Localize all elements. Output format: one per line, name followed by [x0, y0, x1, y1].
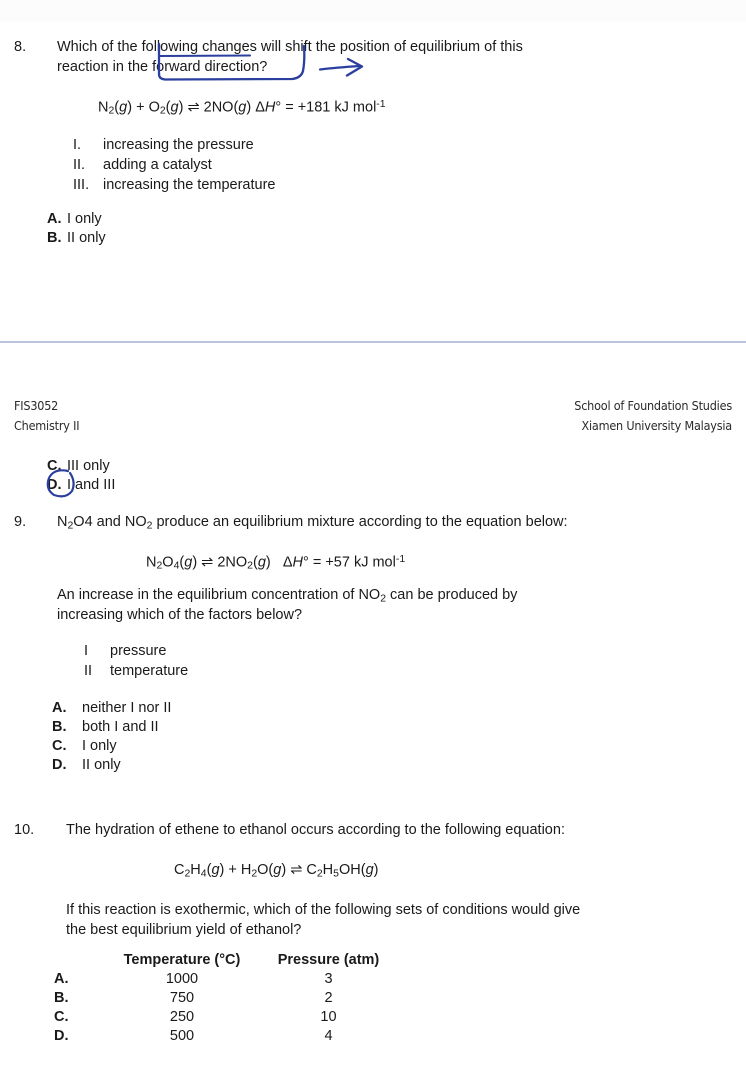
question-10-stem: The hydration of ethene to ethanol occurs according to the following equation:	[66, 822, 565, 838]
option-text: III only	[67, 458, 110, 474]
table-header-row	[54, 951, 391, 970]
option-text: I only	[67, 211, 102, 227]
question-8-stem-line1: Which of the following changes will shift the position of equilibrium of this	[57, 39, 523, 55]
roman-item	[84, 661, 188, 681]
page-top-margin	[0, 0, 746, 22]
option-d[interactable]	[47, 476, 115, 495]
roman-text: pressure	[110, 643, 167, 659]
option-text: I and III	[67, 477, 116, 493]
roman-text: increasing the temperature	[103, 177, 276, 193]
question-9-number: 9.	[14, 514, 27, 530]
table-row[interactable]	[54, 1008, 391, 1027]
option-d[interactable]	[52, 756, 171, 775]
roman-text: increasing the pressure	[103, 137, 254, 153]
option-b[interactable]	[47, 229, 106, 248]
question-9-prompt-line1: An increase in the equilibrium concentration of $NO_2$ can be produced by	[57, 587, 518, 605]
table-row[interactable]	[54, 989, 391, 1008]
option-letter: C.	[47, 458, 62, 474]
question-10-prompt-line2: the best equilibrium yield of ethanol?	[66, 922, 302, 938]
option-letter: B.	[52, 719, 67, 735]
question-10-number: 10.	[14, 822, 35, 838]
roman-label: I	[84, 643, 89, 659]
question-9-roman-list	[84, 641, 188, 681]
roman-label: II.	[73, 157, 86, 173]
row-pressure: 2	[324, 990, 333, 1006]
roman-item	[73, 155, 276, 175]
row-pressure: 4	[324, 1028, 333, 1044]
question-8-equation: $N_2(g) + O_2(g)$ ⇌ 2NO(g) ΔH° = +181 kJ mol$^{-1}$	[98, 99, 386, 117]
option-text: both I and II	[82, 719, 159, 735]
option-letter: A.	[52, 700, 67, 716]
table-row[interactable]	[54, 970, 391, 989]
option-text: neither I nor II	[82, 700, 172, 716]
roman-item	[73, 175, 276, 195]
question-10-equation: $C_2H_4(g) + H_2O(g)$ ⇌ $C_2H_5OH(g)$	[174, 862, 379, 880]
option-letter: B.	[47, 230, 62, 246]
table-row[interactable]	[54, 1027, 391, 1046]
question-8-options-top	[47, 210, 106, 248]
question-9-equation: $N_2O_4(g)$ ⇌ $2NO_2(g) \Delta H^\circ = +57$ kJ mol$^{-1}$	[146, 554, 406, 572]
option-c[interactable]	[47, 457, 115, 476]
question-8-number: 8.	[14, 39, 27, 55]
question-8-options-bottom	[47, 457, 115, 495]
roman-label: I.	[73, 137, 82, 153]
option-c[interactable]	[52, 737, 171, 756]
table-header-temperature: Temperature (°C)	[123, 952, 241, 968]
row-letter: A.	[54, 971, 69, 987]
question-8-stem-line2: reaction in the forward direction?	[57, 59, 268, 75]
running-header-right-line2: Xiamen University Malaysia	[581, 418, 732, 433]
row-temperature: 500	[169, 1028, 195, 1044]
option-text: II only	[82, 757, 121, 773]
question-9-options	[52, 699, 171, 775]
option-letter: A.	[47, 211, 62, 227]
option-letter: D.	[47, 477, 62, 493]
row-letter: B.	[54, 990, 69, 1006]
running-header-right-line1: School of Foundation Studies	[574, 398, 732, 413]
option-a[interactable]	[52, 699, 171, 718]
row-pressure: 10	[320, 1009, 337, 1025]
row-temperature: 750	[169, 990, 195, 1006]
option-a[interactable]	[47, 210, 106, 229]
question-8-roman-list	[73, 135, 276, 195]
roman-text: temperature	[110, 663, 189, 679]
option-text: II only	[67, 230, 106, 246]
row-temperature: 250	[169, 1009, 195, 1025]
option-text: I only	[82, 738, 117, 754]
question-10-answer-table	[54, 951, 391, 1046]
roman-item	[73, 135, 276, 155]
question-10-prompt-line1: If this reaction is exothermic, which of the following sets of conditions would give	[66, 902, 581, 918]
question-9-stem: $N_2O4$ and $NO_2$ produce an equilibrium mixture according to the equation below:	[57, 514, 568, 532]
roman-item	[84, 641, 188, 661]
roman-text: adding a catalyst	[103, 157, 212, 173]
question-9-prompt-line2: increasing which of the factors below?	[57, 607, 303, 623]
table-header-pressure: Pressure (atm)	[277, 952, 380, 968]
running-header-left-line1: FIS3052	[14, 398, 59, 413]
roman-label: III.	[73, 177, 90, 193]
running-header-left-line2: Chemistry II	[14, 418, 80, 433]
roman-label: II	[84, 663, 93, 679]
row-letter: C.	[54, 1009, 69, 1025]
page-break-divider	[0, 341, 746, 343]
option-b[interactable]	[52, 718, 171, 737]
option-letter: C.	[52, 738, 67, 754]
row-temperature: 1000	[165, 971, 199, 987]
row-pressure: 3	[324, 971, 333, 987]
row-letter: D.	[54, 1028, 69, 1044]
option-letter: D.	[52, 757, 67, 773]
